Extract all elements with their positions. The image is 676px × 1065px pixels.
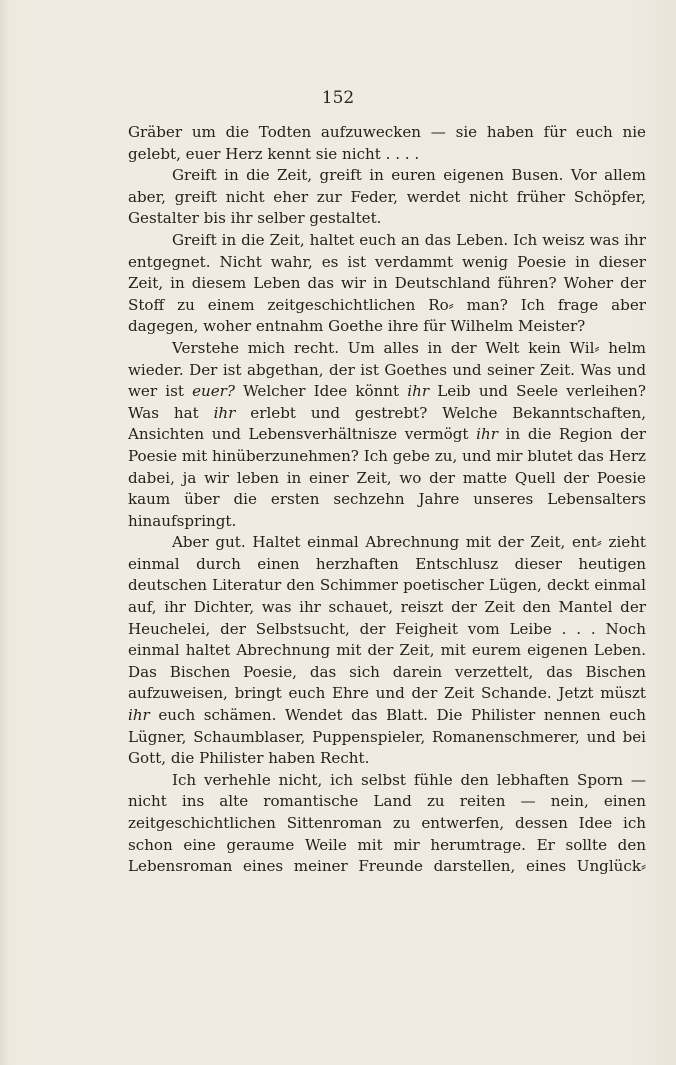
- text-segment: Greift in die Zeit, greift in euren eigenen Busen. Vor allem aber, greift nicht eher zur Feder, werdet nicht früher Schöpfer, Gestalter bis ihr selber gestaltet.: [128, 166, 646, 228]
- emphasis-text: ihr: [128, 706, 150, 725]
- body-text: [128, 122, 646, 878]
- emphasis-text: euer?: [192, 382, 235, 401]
- page-number: 152: [321, 88, 355, 108]
- paragraph-6: [128, 770, 646, 878]
- paragraph-1: [128, 122, 646, 165]
- emphasis-text: ihr: [213, 403, 236, 422]
- paragraph-2: [128, 165, 646, 230]
- paragraph-4: [128, 338, 646, 532]
- text-segment: Gräber um die Todten aufzuwecken — sie haben für euch nie gelebt, euer Herz kennt sie nicht . . . .: [128, 123, 646, 163]
- emphasis-text: ihr: [407, 382, 430, 401]
- text-segment: Aber gut. Haltet einmal Abrechnung mit der Zeit, ent⸗ zieht einmal durch einen herzhaften Entschlusz dieser heutigen deutschen Literatur den Schimmer poetischer Lügen, deckt einmal auf, ihr Dichter, was ihr schauet, reiszt der Zeit den Mantel der Heuchelei, der Selbstsucht, der Feigheit vom Leibe . . . Noch einmal haltet Abrechnung mit der Zeit, mit eurem eigenen Leben. Das Bischen Poesie, das sich darein verzettelt, das Bischen aufzuweisen, bringt euch Ehre und der Zeit Schande. Jetzt müszt: [128, 533, 646, 703]
- text-segment: Welcher Idee könnt: [234, 382, 408, 401]
- text-segment: Greift in die Zeit, haltet euch an das Leben. Ich weisz was ihr entgegnet. Nicht wahr, es ist verdammt wenig Poesie in dieser Zeit, in diesem Leben das wir in Deutschland führen? Woher der Stoff zu einem zeitgeschichtlichen Ro⸗ man? Ich frage aber dagegen, woher entnahm Goethe ihre für Wilhelm Meister?: [128, 230, 646, 336]
- text-segment: Leib und Seele verleihen? Was hat: [128, 382, 646, 422]
- text-segment: erlebt und gestrebt? Welche Bekanntschaften, Ansichten und Lebensverhältnisze vermögt: [128, 403, 647, 444]
- text-segment: in die Region der Poesie mit hinüberzunehmen? Ich gebe zu, und mir blutet das Herz dabei, ja wir leben in einer Zeit, wo der matte Quell der Poesie kaum über die ersten sechzehn Jahre unseres Lebensalters hinaufspringt.: [128, 425, 646, 530]
- paragraph-3: [128, 230, 646, 338]
- text-segment: Ich verhehle nicht, ich selbst fühle den lebhaften Sporn — nicht ins alte romantische Land zu reiten — nein, einen zeitgeschichtlichen Sittenroman zu entwerfen, dessen Idee ich schon eine geraume Weile mit mir herumtrage. Er sollte den Lebensroman eines meiner Freunde darstellen, eines Unglück⸗: [128, 770, 646, 876]
- text-segment: Verstehe mich recht. Um alles in der Welt kein Wil⸗ helm wieder. Der ist abgethan, der ist Goethes und seiner Zeit. Was und wer ist: [128, 338, 646, 401]
- text-segment: euch schämen. Wendet das Blatt. Die Philister nennen euch Lügner, Schaumblaser, Puppenspieler, Romanenschmerer, und bei Gott, die Philister haben Recht.: [128, 706, 646, 768]
- emphasis-text: ihr: [476, 425, 498, 444]
- paragraph-5: [128, 532, 646, 770]
